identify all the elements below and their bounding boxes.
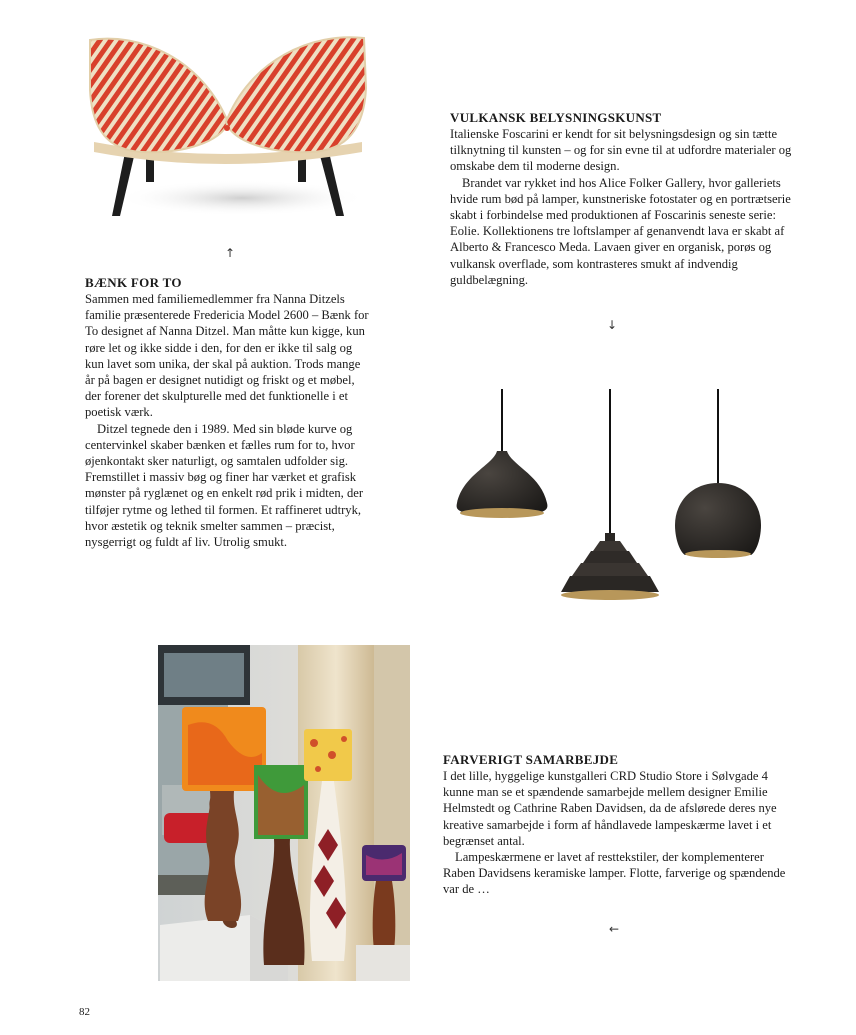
lampshades-photo (158, 645, 410, 981)
bench-article-paragraph-1: Sammen med familiemedlemmer fra Nanna Ditzels familie præsenterede Fredericia Model 2600 – Bænk for To designet af Nanna Ditzel. Man måtte kun kigge, kun røre let og ikke sidde i den, for den er ikke til salg og kun lavet som unika, der skal på auktion. Trods mange år på bagen er designet nutidigt og friskt og et møbel, der forener det skulpturelle med det funktionelle i et poetisk værk. (85, 292, 369, 420)
lamp-article (450, 110, 800, 288)
bench-photo (82, 30, 372, 226)
bench-article-heading: BÆNK FOR TO (85, 275, 182, 290)
arrow-down: ↓ (607, 318, 618, 332)
collab-article-heading: FARVERIGT SAMARBEJDE (443, 752, 619, 767)
arrow-left: ← (609, 922, 620, 936)
bench-article (85, 275, 373, 550)
lamp-article-paragraph-2: Brandet var rykket ind hos Alice Folker Gallery, hvor galleriets hvide rum bød på lamper, kunstneriske fotostater og en portrætserie skabt i forbindelse med produktionen af Foscarinis seneste serie: Eolie. Kollektionens tre loftslamper af genanvendt lava er skabt af Alberto & Francesco Meda. Lavaen giver en organisk, porøs og vulkansk overflade, som kontrasteres smukt af indvendig guldbelægning. (450, 175, 791, 287)
arrow-up: ↑ (225, 246, 236, 260)
bench-article-paragraph-2: Ditzel tegnede den i 1989. Med sin bløde kurve og centervinkel skaber bænken et fælles rum for to, hvor øjenkontakt sker naturligt, og samtalen udfolder sig. Fremstillet i massiv bøg og finer har værket et grafisk mønster på ryglænet og en enkelt rød prik i midten, der tilføjer rytme og lethed til formen. Et raffineret udtryk, hvor æstetik og teknik smelter sammen – præcist, nysgerrigt og fuldt af liv. Utrolig smukt. (85, 421, 364, 550)
page-number: 82 (79, 1006, 90, 1018)
lamp-article-paragraph-1: Italienske Foscarini er kendt for sit belysningsdesign og sin tætte tilknytning til kunsten – og for sin evne til at udfordre materialer og omskabe dem til moderne design. (450, 127, 792, 174)
collab-article-paragraph-2: Lampeskærmene er lavet af resttekstiler, der komplementerer Raben Davidsens keramiske lamper. Flotte, farverige og spændende var de … (443, 850, 786, 897)
lamp-article-heading: VULKANSK BELYSNINGSKUNST (450, 110, 662, 125)
collab-article (443, 752, 788, 898)
pendant-lamps-photo (445, 385, 775, 610)
collab-article-paragraph-1: I det lille, hyggelige kunstgalleri CRD Studio Store i Sølvgade 4 kunne man se et spændende samarbejde mellem designer Emilie Helmstedt og Cathrine Raben Davidsen, da de afslørede deres nye kreative samarbejde i form af håndlavede lampeskærme lavet i et begrænset antal. (443, 769, 777, 848)
